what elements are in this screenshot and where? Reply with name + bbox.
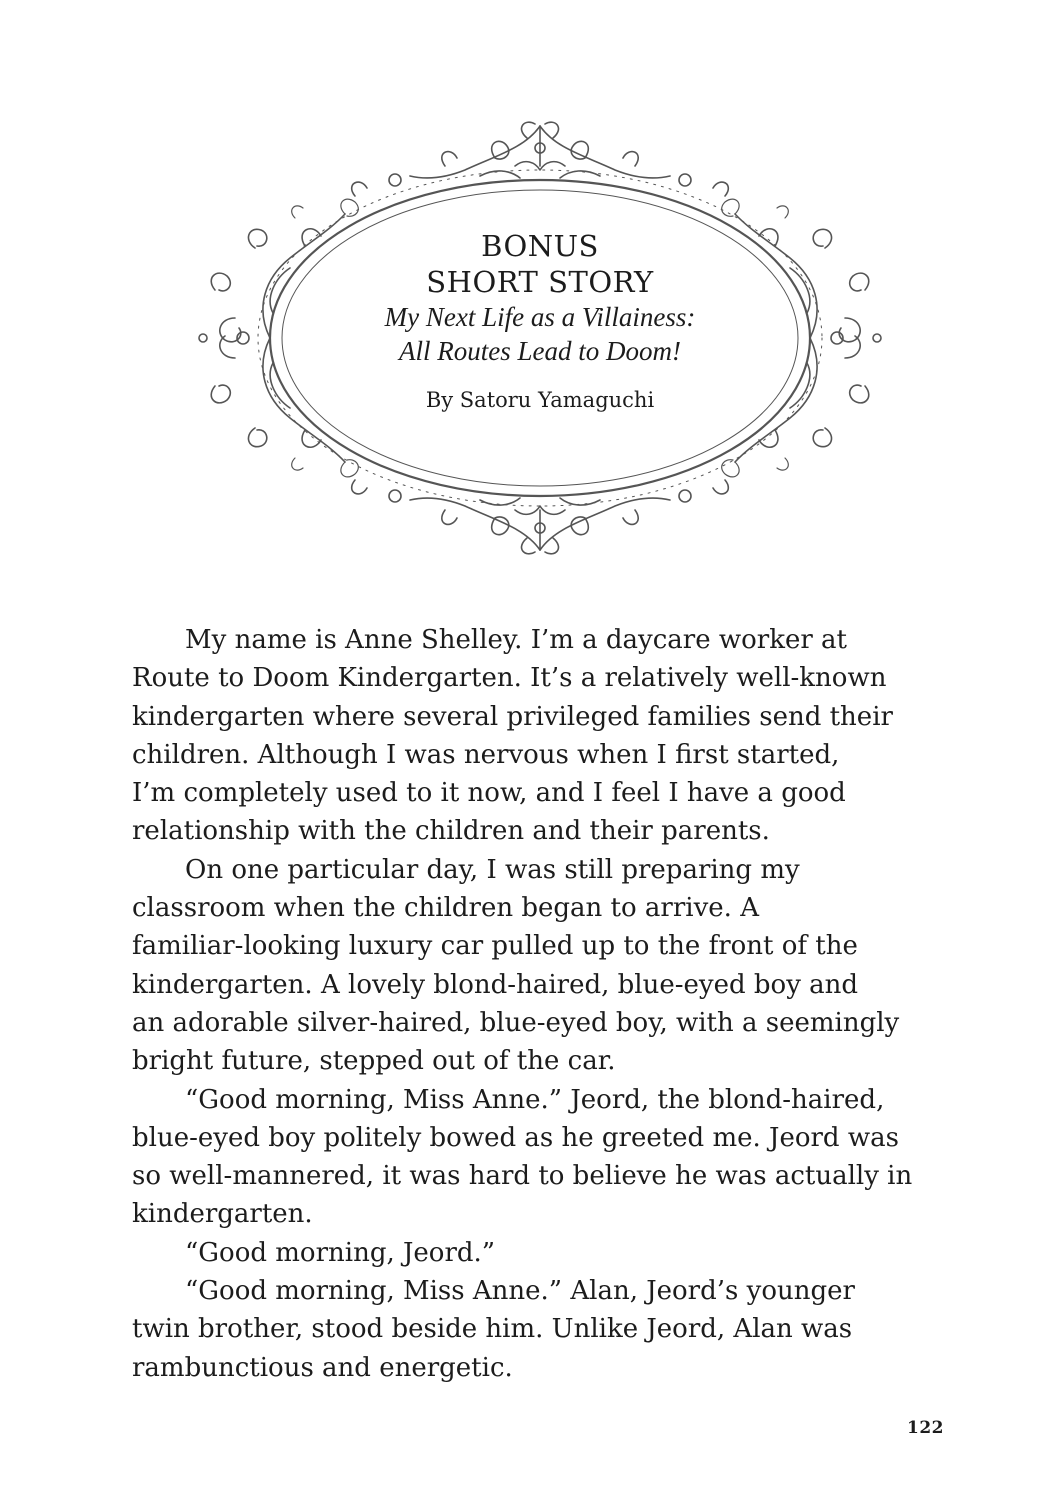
body-line: Route to Doom Kindergarten. It’s a relatively well-known [132, 663, 887, 694]
body-line: classroom when the children began to arrive. A [132, 893, 759, 924]
body-line: “Good morning, Jeord.” [185, 1237, 496, 1268]
page-number: 122 [907, 1418, 944, 1438]
author-byline: By Satoru Yamaguchi [425, 388, 655, 412]
body-line: rambunctious and energetic. [132, 1352, 513, 1383]
body-line: kindergarten. [132, 1199, 313, 1230]
body-line: kindergarten. A lovely blond-haired, blue-eyed boy and [132, 969, 859, 1000]
short-story-label: SHORT STORY [426, 265, 654, 299]
body-line: On one particular day, I was still preparing my [185, 854, 800, 885]
body-line: “Good morning, Miss Anne.” Alan, Jeord’s younger [185, 1276, 855, 1307]
body-line: My name is Anne Shelley. I’m a daycare worker at [185, 625, 848, 655]
book-title-line1: My Next Life as a Villainess: [384, 302, 696, 332]
book-title-line2: All Routes Lead to Doom! [399, 336, 681, 366]
body-line: an adorable silver-haired, blue-eyed boy, with a seemingly [132, 1007, 900, 1038]
body-line: bright future, stepped out of the car. [132, 1046, 616, 1077]
story-body [132, 621, 932, 1387]
body-line: children. Although I was nervous when I first started, [132, 739, 840, 770]
body-line: “Good morning, Miss Anne.” Jeord, the blond-haired, [185, 1084, 885, 1115]
bonus-label: BONUS [481, 229, 599, 263]
body-line: kindergarten where several privileged families send their [132, 701, 893, 732]
body-line: twin brother, stood beside him. Unlike Jeord, Alan was [132, 1314, 853, 1345]
body-line: blue-eyed boy politely bowed as he greeted me. Jeord was [132, 1122, 899, 1153]
body-line: so well-mannered, it was hard to believe he was actually in [132, 1161, 913, 1192]
body-line: relationship with the children and their parents. [132, 816, 770, 847]
body-line: familiar-looking luxury car pulled up to the front of the [132, 931, 858, 962]
story-header [295, 228, 785, 414]
body-line: I’m completely used to it now, and I feel I have a good [132, 778, 846, 809]
